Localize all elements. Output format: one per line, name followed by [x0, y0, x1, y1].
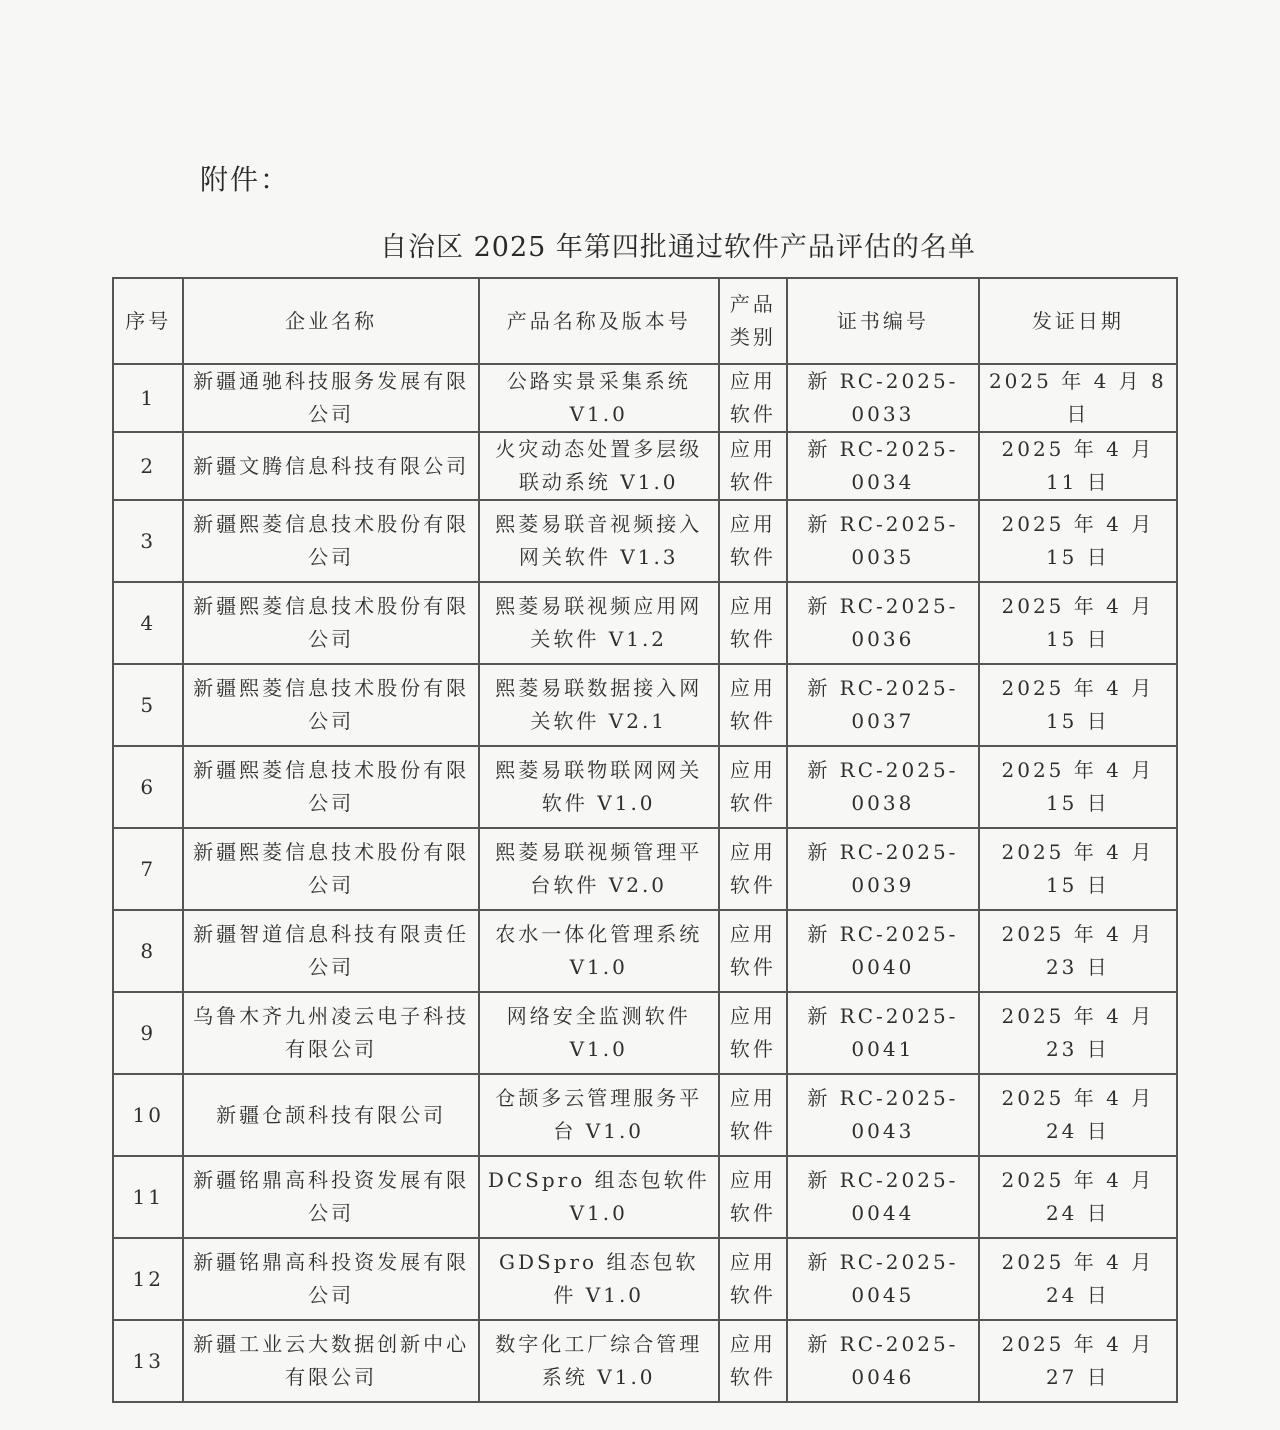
product-name: 熙菱易联音视频接入网关软件 V1.3: [479, 500, 719, 582]
row-number: 6: [113, 746, 183, 828]
product-name: 熙菱易联数据接入网关软件 V2.1: [479, 664, 719, 746]
certificate-number: 新 RC-2025-0046: [787, 1320, 979, 1402]
issue-date: 2025 年 4 月 8 日: [979, 364, 1177, 432]
row-number: 4: [113, 582, 183, 664]
issue-date: 2025 年 4 月 23 日: [979, 992, 1177, 1074]
issue-date: 2025 年 4 月 15 日: [979, 500, 1177, 582]
header-product: 产品名称及版本号: [479, 278, 719, 364]
company-name: 新疆通驰科技服务发展有限公司: [183, 364, 478, 432]
header-cert: 证书编号: [787, 278, 979, 364]
document-title: 自治区 2025 年第四批通过软件产品评估的名单: [380, 232, 976, 263]
issue-date: 2025 年 4 月 23 日: [979, 910, 1177, 992]
row-number: 8: [113, 910, 183, 992]
table-row: [113, 746, 1177, 828]
issue-date: 2025 年 4 月 24 日: [979, 1074, 1177, 1156]
row-number: 3: [113, 500, 183, 582]
row-number: 7: [113, 828, 183, 910]
company-name: 新疆文腾信息科技有限公司: [183, 432, 478, 500]
table-row: [113, 500, 1177, 582]
row-number: 9: [113, 992, 183, 1074]
certificate-number: 新 RC-2025-0038: [787, 746, 979, 828]
header-company: 企业名称: [183, 278, 478, 364]
product-type: 应用软件: [719, 746, 787, 828]
product-type: 应用软件: [719, 364, 787, 432]
issue-date: 2025 年 4 月 15 日: [979, 828, 1177, 910]
certificate-number: 新 RC-2025-0033: [787, 364, 979, 432]
product-type: 应用软件: [719, 910, 787, 992]
company-name: 新疆熙菱信息技术股份有限公司: [183, 582, 478, 664]
product-name: 农水一体化管理系统 V1.0: [479, 910, 719, 992]
row-number: 1: [113, 364, 183, 432]
certificate-number: 新 RC-2025-0037: [787, 664, 979, 746]
product-type: 应用软件: [719, 1074, 787, 1156]
certificate-number: 新 RC-2025-0040: [787, 910, 979, 992]
company-name: 新疆熙菱信息技术股份有限公司: [183, 500, 478, 582]
product-type: 应用软件: [719, 432, 787, 500]
certificate-number: 新 RC-2025-0039: [787, 828, 979, 910]
certificate-number: 新 RC-2025-0036: [787, 582, 979, 664]
company-name: 新疆工业云大数据创新中心有限公司: [183, 1320, 478, 1402]
table-row: [113, 582, 1177, 664]
issue-date: 2025 年 4 月 15 日: [979, 664, 1177, 746]
issue-date: 2025 年 4 月 15 日: [979, 582, 1177, 664]
certificate-number: 新 RC-2025-0043: [787, 1074, 979, 1156]
row-number: 12: [113, 1238, 183, 1320]
product-type: 应用软件: [719, 1238, 787, 1320]
certificate-number: 新 RC-2025-0041: [787, 992, 979, 1074]
row-number: 11: [113, 1156, 183, 1238]
row-number: 5: [113, 664, 183, 746]
company-name: 新疆智道信息科技有限责任公司: [183, 910, 478, 992]
table-row: [113, 664, 1177, 746]
product-type: 应用软件: [719, 664, 787, 746]
product-type: 应用软件: [719, 828, 787, 910]
product-name: 仓颉多云管理服务平台 V1.0: [479, 1074, 719, 1156]
certificate-number: 新 RC-2025-0035: [787, 500, 979, 582]
product-name: DCSpro 组态包软件 V1.0: [479, 1156, 719, 1238]
issue-date: 2025 年 4 月 24 日: [979, 1238, 1177, 1320]
issue-date: 2025 年 4 月 11 日: [979, 432, 1177, 500]
product-type: 应用软件: [719, 500, 787, 582]
company-name: 新疆熙菱信息技术股份有限公司: [183, 664, 478, 746]
table-row: [113, 910, 1177, 992]
row-number: 10: [113, 1074, 183, 1156]
product-name: 公路实景采集系统 V1.0: [479, 364, 719, 432]
table-row: [113, 992, 1177, 1074]
table-row: [113, 1156, 1177, 1238]
table-row: [113, 364, 1177, 432]
software-list-table: [112, 277, 1178, 1403]
attachment-label: 附件：: [200, 163, 291, 196]
product-type: 应用软件: [719, 992, 787, 1074]
header-num: 序号: [113, 278, 183, 364]
row-number: 13: [113, 1320, 183, 1402]
company-name: 新疆熙菱信息技术股份有限公司: [183, 828, 478, 910]
certificate-number: 新 RC-2025-0044: [787, 1156, 979, 1238]
row-number: 2: [113, 432, 183, 500]
table-row: [113, 1238, 1177, 1320]
issue-date: 2025 年 4 月 27 日: [979, 1320, 1177, 1402]
company-name: 新疆熙菱信息技术股份有限公司: [183, 746, 478, 828]
table-row: [113, 1320, 1177, 1402]
product-name: 网络安全监测软件 V1.0: [479, 992, 719, 1074]
product-name: 数字化工厂综合管理系统 V1.0: [479, 1320, 719, 1402]
company-name: 新疆仓颉科技有限公司: [183, 1074, 478, 1156]
certificate-number: 新 RC-2025-0034: [787, 432, 979, 500]
product-name: 熙菱易联物联网网关软件 V1.0: [479, 746, 719, 828]
certificate-number: 新 RC-2025-0045: [787, 1238, 979, 1320]
product-type: 应用软件: [719, 1156, 787, 1238]
header-type: 产品类别: [719, 278, 787, 364]
issue-date: 2025 年 4 月 24 日: [979, 1156, 1177, 1238]
table-header-row: [113, 278, 1177, 364]
company-name: 新疆铭鼎高科投资发展有限公司: [183, 1238, 478, 1320]
product-name: 熙菱易联视频应用网关软件 V1.2: [479, 582, 719, 664]
issue-date: 2025 年 4 月 15 日: [979, 746, 1177, 828]
product-name: 熙菱易联视频管理平台软件 V2.0: [479, 828, 719, 910]
product-name: 火灾动态处置多层级联动系统 V1.0: [479, 432, 719, 500]
product-name: GDSpro 组态包软件 V1.0: [479, 1238, 719, 1320]
table-row: [113, 432, 1177, 500]
product-type: 应用软件: [719, 582, 787, 664]
table-row: [113, 1074, 1177, 1156]
product-type: 应用软件: [719, 1320, 787, 1402]
table-row: [113, 828, 1177, 910]
company-name: 乌鲁木齐九州凌云电子科技有限公司: [183, 992, 478, 1074]
company-name: 新疆铭鼎高科投资发展有限公司: [183, 1156, 478, 1238]
header-date: 发证日期: [979, 278, 1177, 364]
